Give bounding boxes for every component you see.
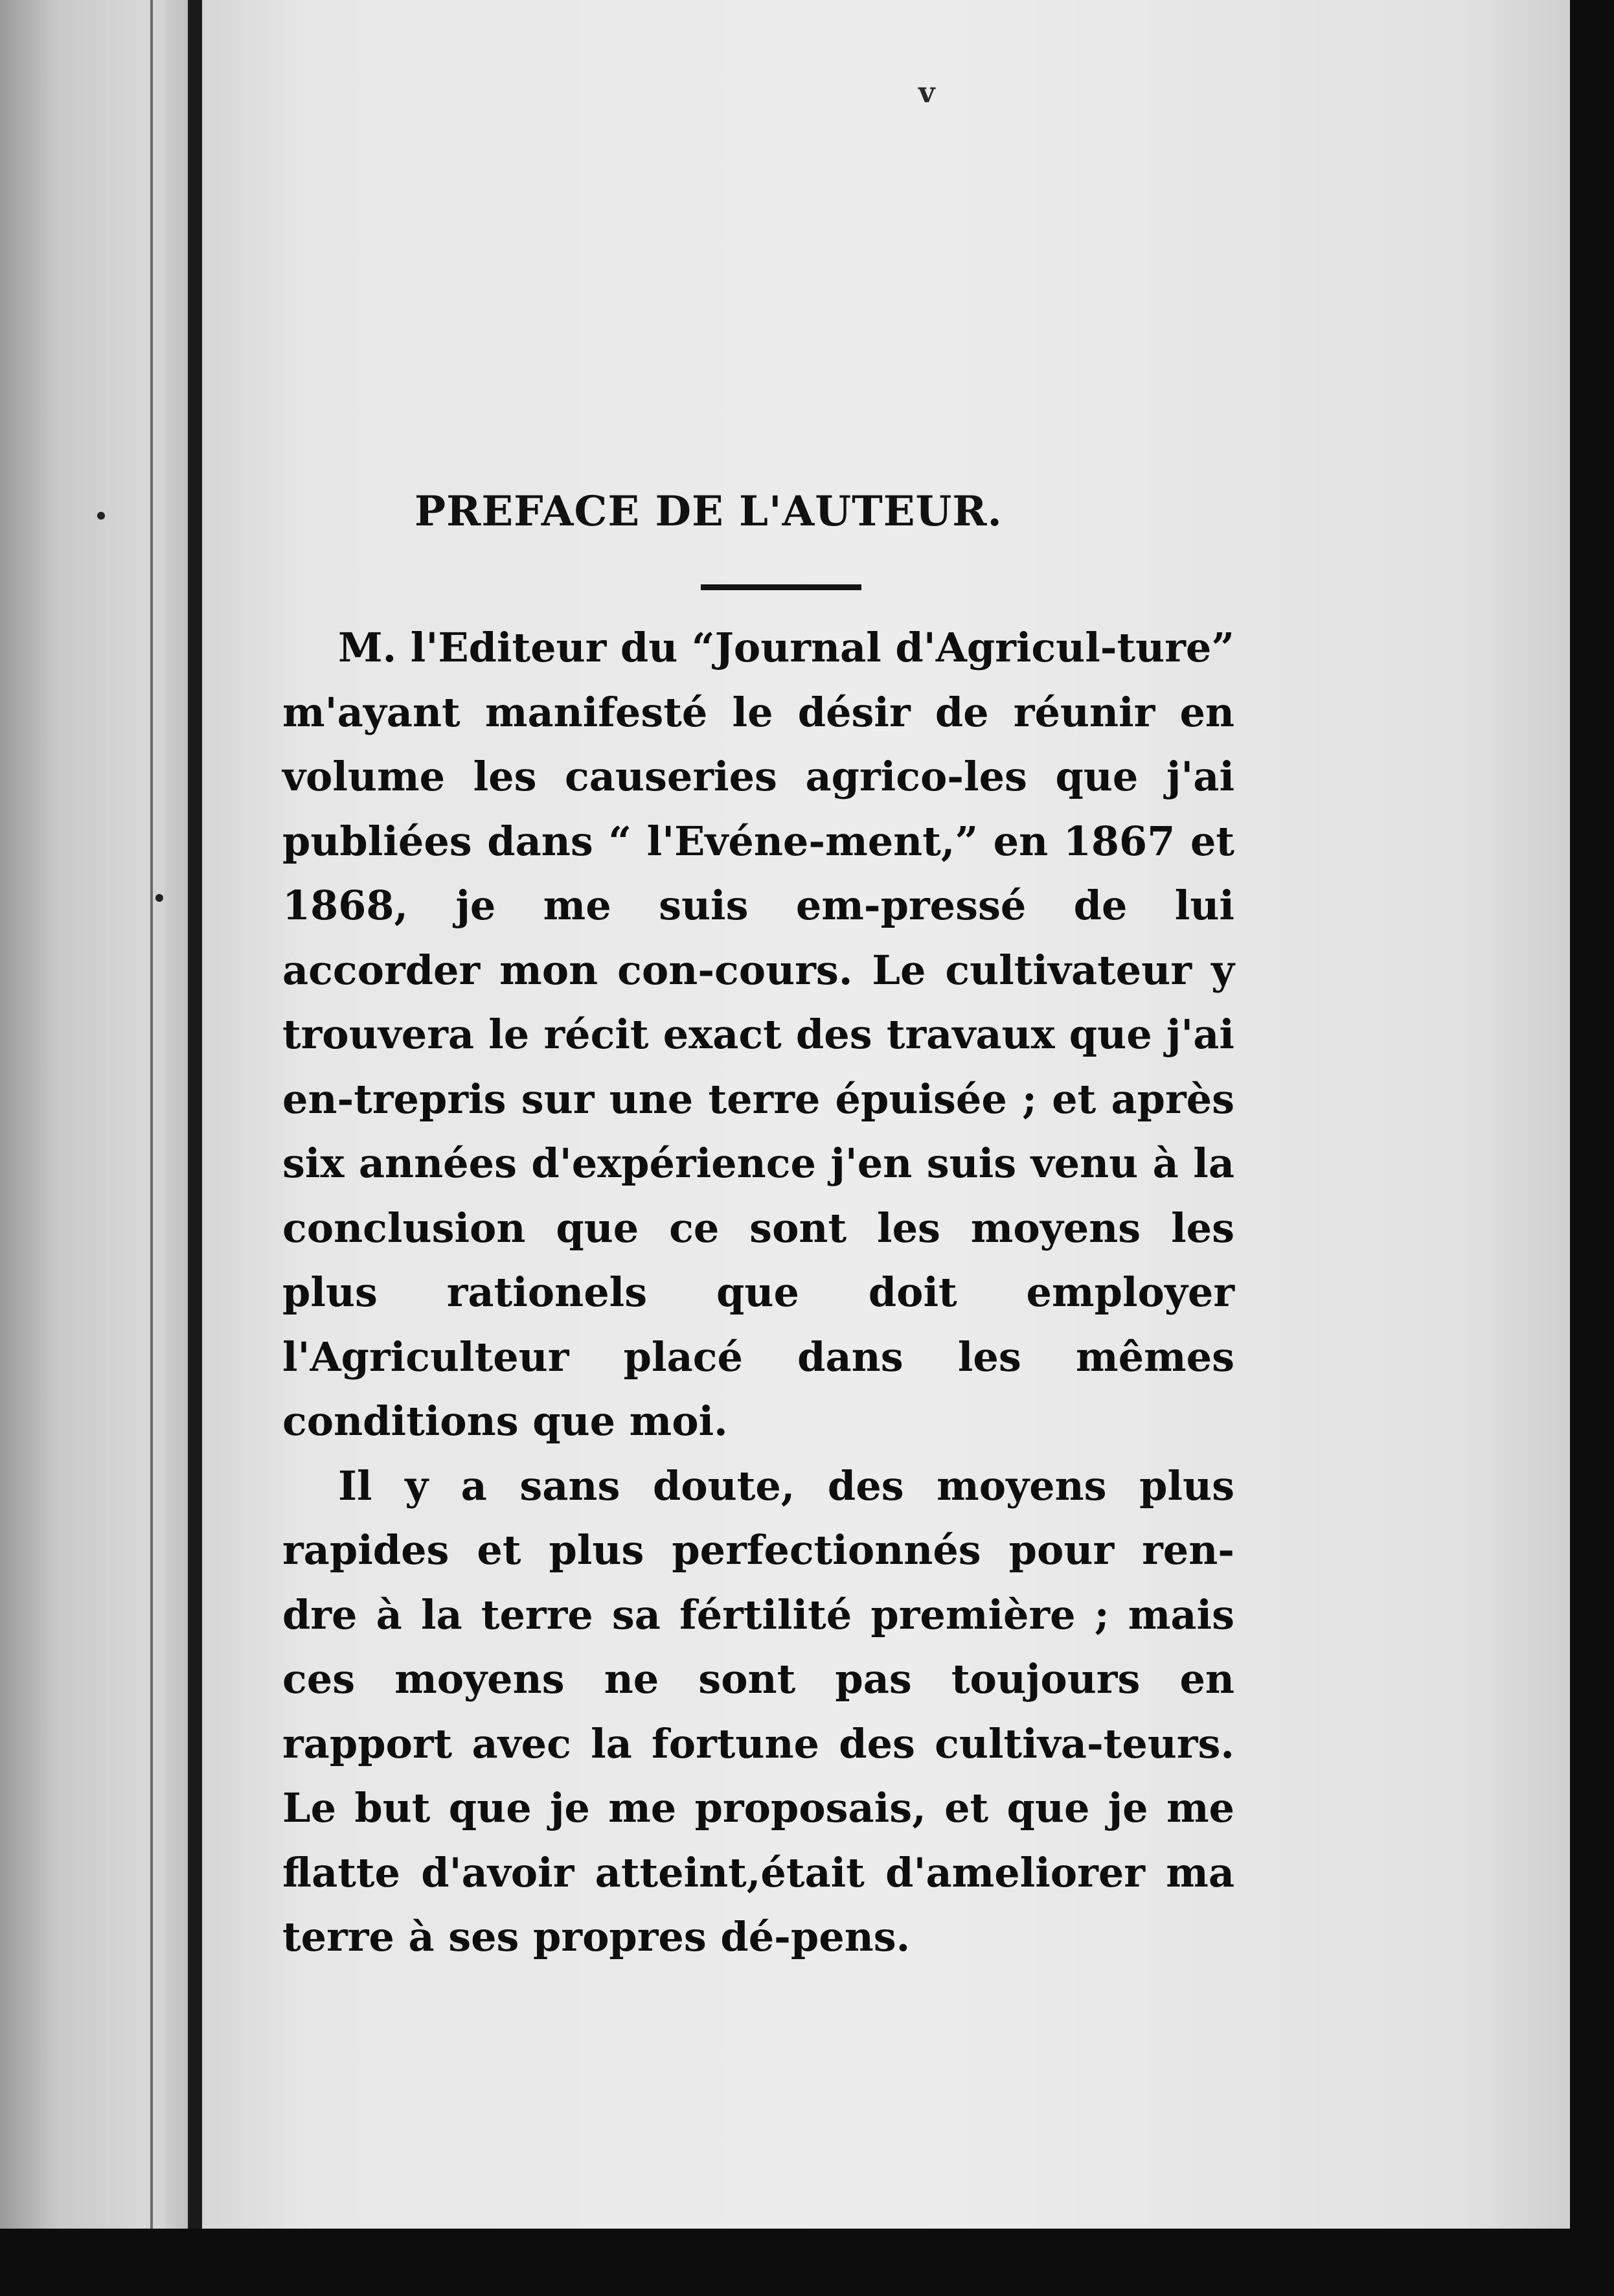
facing-page-fold bbox=[150, 0, 165, 2296]
book-gutter bbox=[188, 0, 202, 2296]
scan-speck bbox=[155, 894, 163, 902]
facing-page-edge bbox=[0, 0, 194, 2296]
preface-body bbox=[282, 615, 1234, 1969]
title-rule bbox=[701, 584, 861, 590]
page-number: v bbox=[918, 76, 935, 109]
scan-border-right bbox=[1570, 0, 1614, 2296]
paragraph-2: Il y a sans doute, des moyens plus rapides et plus perfectionnés pour ren-dre à la terre sa fértilité première ; mais ces moyens ne sont pas toujours en rapport avec la fortune des cultiva-teurs. Le but que je me proposais, et que je me flatte d'avoir atteint,était d'ameliorer ma terre à ses propres dé-pens. bbox=[282, 1462, 1234, 1960]
scan-speck bbox=[97, 512, 105, 520]
scan-border-bottom bbox=[0, 2229, 1614, 2296]
paragraph-1: M. l'Editeur du “Journal d'Agricul-ture” m'ayant manifesté le désir de réunir en volume les causeries agrico-les que j'ai publiées dans “ l'Evéne-ment,” en 1867 et 1868, je me suis em-pressé de lui accorder mon con-cours. Le cultivateur y trouvera le récit exact des travaux que j'ai en-trepris sur une terre épuisée ; et après six années d'expérience j'en suis venu à la conclusion que ce sont les moyens les plus rationels que doit employer l'Agriculteur placé dans les mêmes conditions que moi. bbox=[282, 624, 1235, 1445]
page-title: PREFACE DE L'AUTEUR. bbox=[415, 487, 1003, 536]
